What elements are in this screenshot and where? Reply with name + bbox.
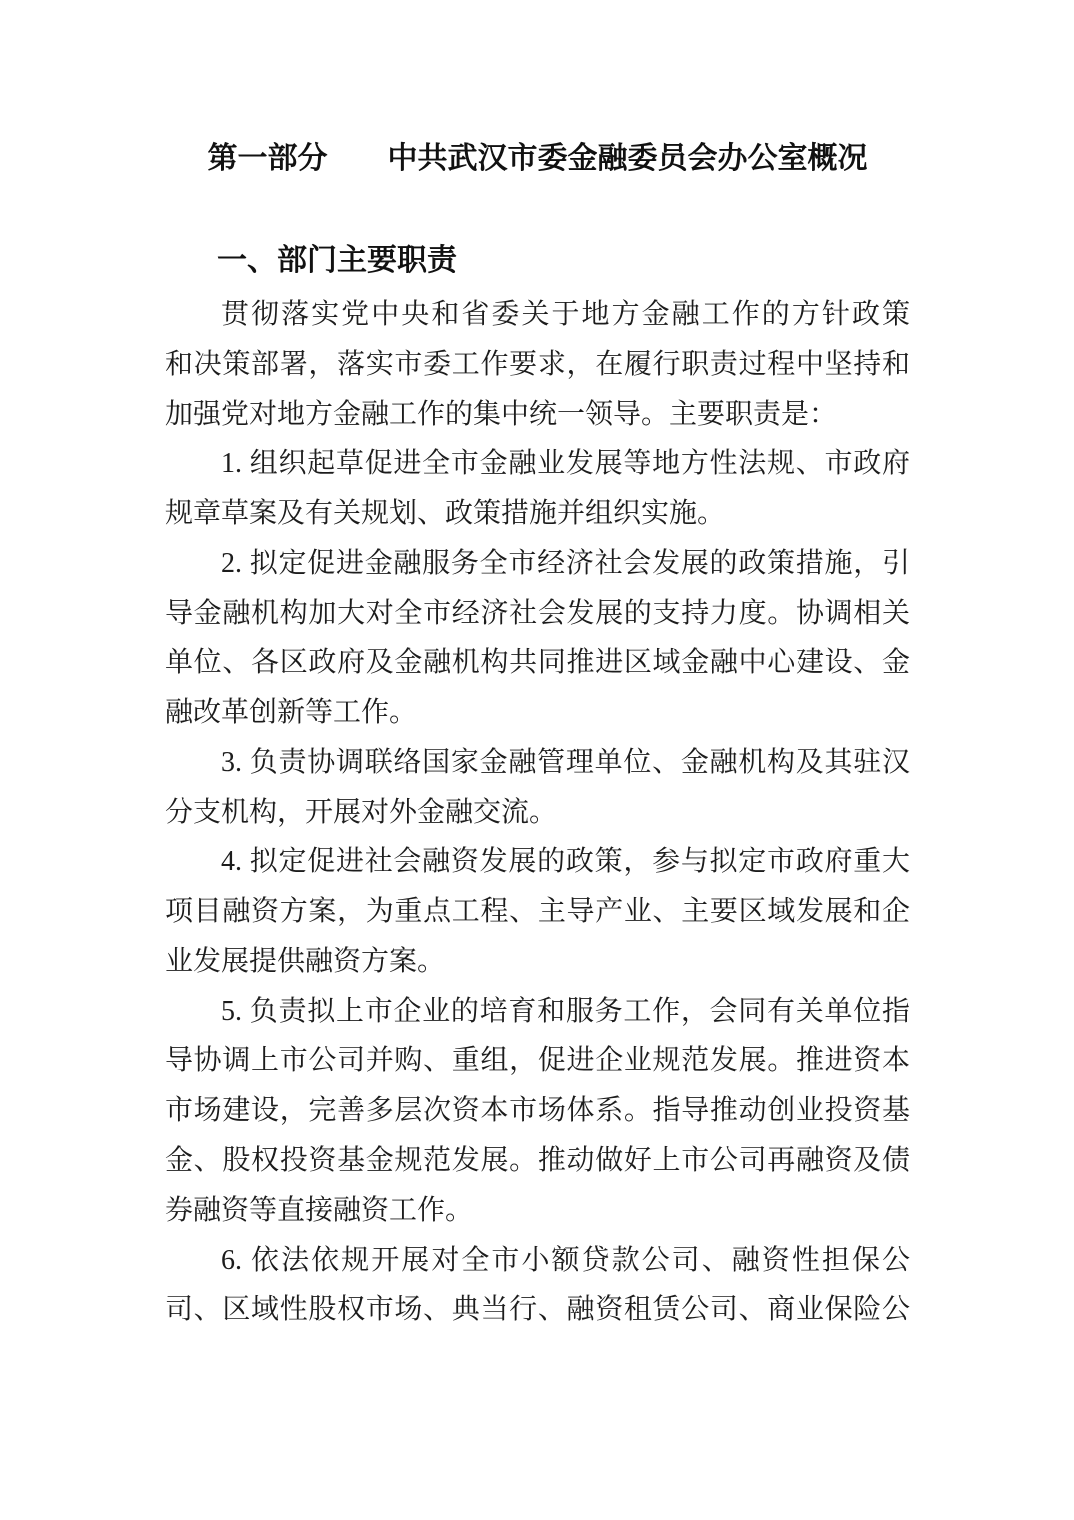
document-title: 第一部分 中共武汉市委金融委员会办公室概况 xyxy=(207,142,868,175)
body-line: 4. 拟定促进社会融资发展的政策，参与拟定市政府重大 xyxy=(221,846,910,878)
body-line: 加强党对地方金融工作的集中统一领导。主要职责是： xyxy=(165,398,838,430)
body-line: 项目融资方案，为重点工程、主导产业、主要区域发展和企 xyxy=(165,896,910,928)
body-line: 5. 负责拟上市企业的培育和服务工作，会同有关单位指 xyxy=(221,995,910,1027)
body-line: 券融资等直接融资工作。 xyxy=(165,1194,474,1226)
paragraph-3 xyxy=(165,539,910,738)
paragraph-4 xyxy=(165,738,910,838)
body-line: 分支机构，开展对外金融交流。 xyxy=(165,796,558,828)
paragraph-1 xyxy=(165,290,910,439)
paragraph-6 xyxy=(165,987,910,1236)
body-line: 导金融机构加大对全市经济社会发展的支持力度。协调相关 xyxy=(165,597,910,629)
paragraph-7 xyxy=(165,1236,910,1336)
body-line: 规章草案及有关规划、政策措施并组织实施。 xyxy=(165,498,726,530)
body-line: 融改革创新等工作。 xyxy=(165,697,418,729)
body-line: 司、区域性股权市场、典当行、融资租赁公司、商业保险公 xyxy=(165,1294,910,1326)
paragraph-2 xyxy=(165,439,910,539)
body-line: 市场建设，完善多层次资本市场体系。指导推动创业投资基 xyxy=(165,1095,910,1127)
body-line: 单位、各区政府及金融机构共同推进区域金融中心建设、金 xyxy=(165,647,910,679)
document-body xyxy=(165,290,910,1335)
body-line: 1. 组织起草促进全市金融业发展等地方性法规、市政府 xyxy=(221,448,910,480)
body-line: 6. 依法依规开展对全市小额贷款公司、融资性担保公 xyxy=(221,1244,910,1276)
body-line: 3. 负责协调联络国家金融管理单位、金融机构及其驻汉 xyxy=(221,746,910,778)
body-line: 贯彻落实党中央和省委关于地方金融工作的方针政策 xyxy=(221,299,910,330)
body-line: 金、股权投资基金规范发展。推动做好上市公司再融资及债 xyxy=(165,1145,910,1177)
body-line: 2. 拟定促进金融服务全市经济社会发展的政策措施，引 xyxy=(221,547,910,579)
body-line: 和决策部署，落实市委工作要求，在履行职责过程中坚持和 xyxy=(165,348,910,380)
paragraph-5 xyxy=(165,837,910,986)
section-heading: 一、部门主要职责 xyxy=(217,244,457,277)
body-line: 导协调上市公司并购、重组，促进企业规范发展。推进资本 xyxy=(165,1045,910,1077)
body-line: 业发展提供融资方案。 xyxy=(165,945,446,977)
